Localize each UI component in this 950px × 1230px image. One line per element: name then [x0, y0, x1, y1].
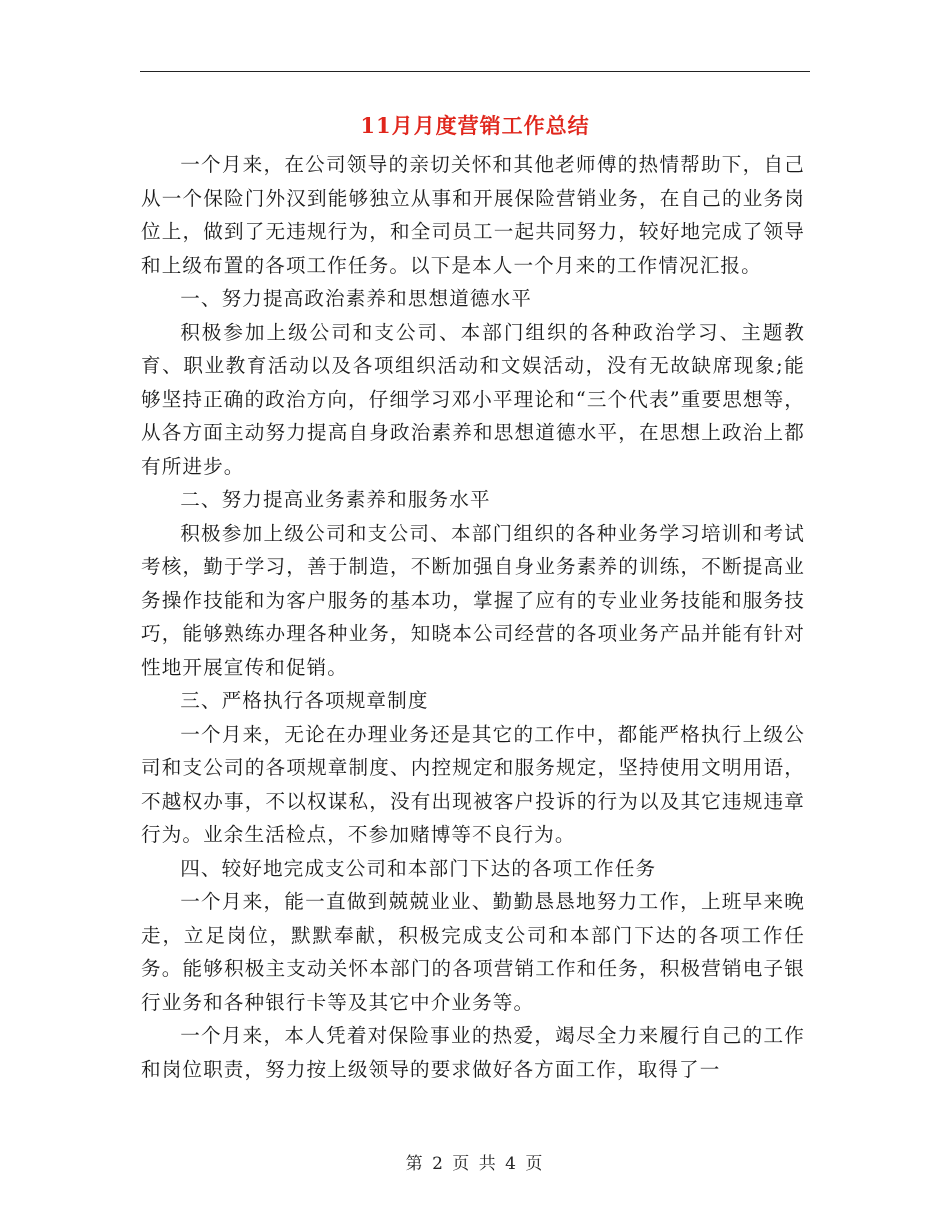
- header-rule: [140, 71, 810, 72]
- section-heading-3: 三、严格执行各项规章制度: [180, 689, 429, 712]
- paragraph-section-1: 积极参加上级公司和支公司、本部门组织的各种政治学习、主题教育、职业教育活动以及各项组织活动和文娱活动，没有无故缺席现象;能够坚持正确的政治方向，仔细学习邓小平理论和“三个代表”重要思想等，从各方面主动努力提高自身政治素养和思想道德水平，在思想上政治上都有所进步。: [141, 320, 805, 478]
- section-heading-1: 一、努力提高政治素养和思想道德水平: [180, 287, 532, 310]
- paragraph-section-4: 一个月来，能一直做到兢兢业业、勤勤恳恳地努力工作，上班早来晚走，立足岗位，默默奉献，积极完成支公司和本部门下达的各项工作任务。能够积极主支动关怀本部门的各项营销工作和任务，积极营销电子银行业务和各种银行卡等及其它中介业务等。: [141, 890, 805, 1014]
- page-number: 第 2 页 共 4 页: [405, 1154, 545, 1174]
- paragraph-section-2: 积极参加上级公司和支公司、本部门组织的各种业务学习培训和考试考核，勤于学习，善于制造，不断加强自身业务素养的训练，不断提高业务操作技能和为客户服务的基本功，掌握了应有的专业业务技能和服务技巧，能够熟练办理各种业务，知晓本公司经营的各项业务产品并能有针对性地开展宣传和促销。: [141, 521, 805, 679]
- paragraph-section-3: 一个月来，无论在办理业务还是其它的工作中，都能严格执行上级公司和支公司的各项规章制度、内控规定和服务规定，坚持使用文明用语，不越权办事，不以权谋私，没有出现被客户投诉的行为以及其它违规违章行为。业余生活检点，不参加赌博等不良行为。: [141, 722, 805, 846]
- document-title: 11月月度营销工作总结: [360, 113, 590, 138]
- paragraph-intro: 一个月来，在公司领导的亲切关怀和其他老师傅的热情帮助下，自己从一个保险门外汉到能够独立从事和开展保险营销业务，在自己的业务岗位上，做到了无违规行为，和全司员工一起共同努力，较好地完成了领导和上级布置的各项工作任务。以下是本人一个月来的工作情况汇报。: [141, 153, 805, 277]
- paragraph-closing: 一个月来，本人凭着对保险事业的热爱，竭尽全力来履行自己的工作和岗位职责，努力按上级领导的要求做好各方面工作，取得了一: [141, 1024, 805, 1081]
- section-heading-2: 二、努力提高业务素养和服务水平: [180, 488, 491, 511]
- document-body: [141, 148, 805, 1086]
- section-heading-4: 四、较好地完成支公司和本部门下达的各项工作任务: [180, 856, 657, 880]
